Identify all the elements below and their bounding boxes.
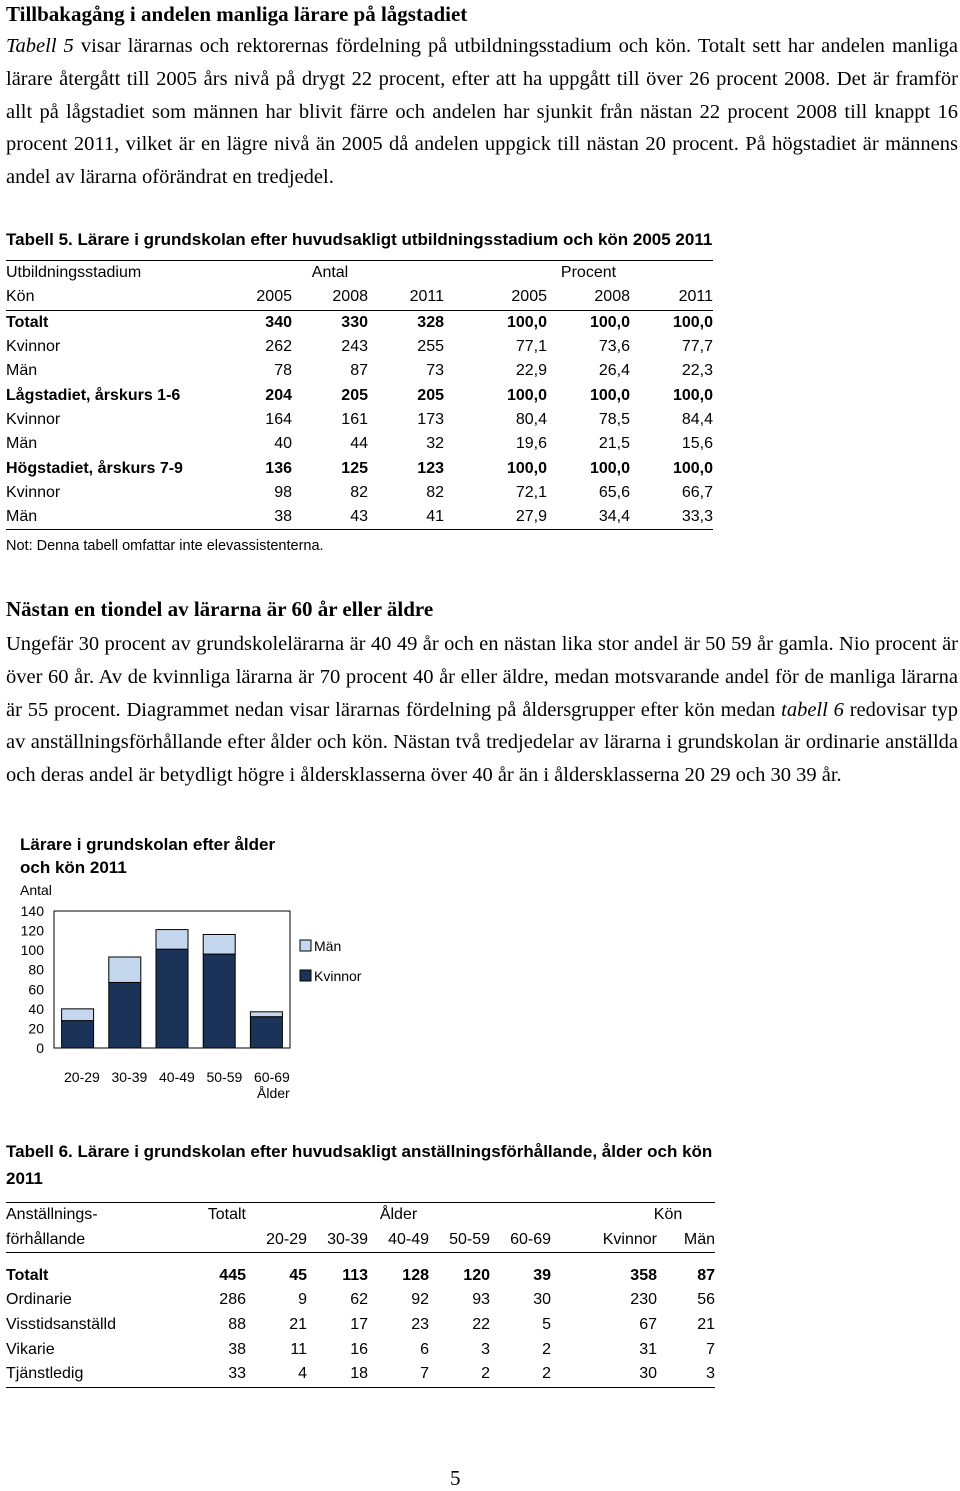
table-cell: 15,6 [681, 435, 713, 453]
table-row-label: Totalt [6, 1266, 49, 1284]
table-row [6, 408, 713, 432]
table-cell: 23 [411, 1316, 429, 1334]
legend-swatch [300, 940, 311, 951]
y-tick-label: 140 [20, 903, 44, 919]
table-cell: 161 [341, 410, 368, 428]
table-cell: 173 [417, 410, 444, 428]
table-row-label: Kvinnor [6, 483, 61, 501]
table-cell: 100,0 [589, 459, 630, 477]
table-row [6, 383, 713, 407]
table6-header-kon: Kön [551, 1203, 715, 1228]
table-cell: 98 [274, 483, 292, 501]
table6-header-age: 20-29 [246, 1228, 307, 1253]
table-cell: 21 [289, 1316, 307, 1334]
table-cell: 3 [481, 1340, 490, 1358]
table-cell: 39 [533, 1266, 551, 1284]
table6-header-age: 30-39 [307, 1228, 368, 1253]
table-cell: 30 [551, 1362, 657, 1387]
table-cell: 93 [472, 1291, 490, 1309]
table6-header-age: 60-69 [490, 1228, 551, 1253]
table-cell: 2 [429, 1362, 490, 1387]
table-cell: 19,6 [515, 435, 547, 453]
table-row-label: Lågstadiet, årskurs 1-6 [6, 386, 181, 404]
table-cell: 7 [706, 1340, 715, 1358]
table-row [6, 1362, 715, 1387]
y-tick-label: 120 [20, 922, 44, 939]
table-cell: 358 [630, 1266, 657, 1284]
table-cell: 445 [219, 1266, 246, 1284]
table-cell: 22 [472, 1316, 490, 1334]
table5-header-row-2 [6, 285, 713, 310]
table-cell: 65,6 [598, 483, 630, 501]
table-cell: 100,0 [672, 313, 713, 331]
table5 [6, 260, 713, 530]
table-row-label: Kvinnor [6, 410, 61, 428]
table-cell: 44 [350, 435, 368, 453]
table-cell: 100,0 [589, 313, 630, 331]
table-cell: 22,9 [515, 362, 547, 380]
table-cell: 32 [426, 435, 444, 453]
table5-header-stage: Utbildningsstadium [6, 261, 216, 286]
table-row-label: Högstadiet, årskurs 7-9 [6, 459, 183, 477]
table-row-label: Tjänstledig [6, 1362, 186, 1387]
table-cell: 21 [697, 1316, 715, 1334]
table-row-label: Kvinnor [6, 338, 61, 356]
table5-header-antal: Antal [216, 261, 444, 286]
bar-kvinnor-60-69 [250, 1017, 282, 1048]
table-cell: 34,4 [547, 505, 630, 530]
table-reference: Tabell 5 [6, 35, 74, 57]
table-cell: 45 [289, 1266, 307, 1284]
table-cell: 82 [350, 483, 368, 501]
table-cell: 26,4 [598, 362, 630, 380]
table-cell: 87 [697, 1266, 715, 1284]
table-cell: 128 [402, 1266, 429, 1284]
table-cell: 2 [490, 1362, 551, 1387]
table5-header-year: 2005 [464, 285, 547, 310]
table-row [6, 1337, 715, 1362]
table-cell: 2 [542, 1340, 551, 1358]
table-row [6, 335, 713, 359]
table-cell: 286 [219, 1291, 246, 1309]
x-tick-label: 40-49 [159, 1069, 195, 1085]
table-cell: 17 [350, 1316, 368, 1334]
y-axis-label: Antal [20, 882, 52, 898]
table-cell: 21,5 [598, 435, 630, 453]
table-cell: 77,7 [681, 338, 713, 356]
bar-mn-20-29 [62, 1009, 94, 1021]
bar-kvinnor-50-59 [203, 954, 235, 1048]
table5-header-year: 2008 [547, 285, 630, 310]
x-tick-label: 60-69 [254, 1069, 290, 1085]
table-cell: 205 [341, 386, 368, 404]
y-tick-label: 60 [28, 981, 44, 998]
table-cell: 72,1 [515, 483, 547, 501]
table-cell: 125 [341, 459, 368, 477]
bar-kvinnor-20-29 [62, 1021, 94, 1048]
table-cell: 136 [265, 459, 292, 477]
y-tick-label: 100 [20, 942, 44, 959]
table-row-label: Män [6, 505, 216, 530]
table-cell: 11 [290, 1340, 307, 1358]
table6-caption: Tabell 6. Lärare i grundskolan efter huvudsakligt anställningsförhållande, ålder och kön 2011 [6, 1142, 713, 1188]
x-tick-label: 30-39 [111, 1069, 148, 1085]
table-cell: 100,0 [672, 386, 713, 404]
table-cell: 100,0 [506, 313, 547, 331]
table-cell: 7 [368, 1362, 429, 1387]
table-cell: 328 [417, 313, 444, 331]
table-cell: 56 [697, 1291, 715, 1309]
page-number: 5 [450, 1466, 461, 1490]
table-cell: 77,1 [515, 338, 547, 356]
bar-mn-30-39 [109, 957, 141, 982]
table-cell: 73 [426, 362, 444, 380]
table6-header-alder: Ålder [246, 1203, 551, 1228]
table-cell: 41 [368, 505, 444, 530]
table5-header-row-1 [6, 261, 713, 286]
table-cell: 16 [350, 1340, 368, 1358]
table-cell: 205 [417, 386, 444, 404]
table5-header-year: 2008 [292, 285, 368, 310]
table-cell: 80,4 [515, 410, 547, 428]
table5-note: Not: Denna tabell omfattar inte elevassistenterna. [6, 538, 324, 554]
section-paragraph-male-teachers [6, 30, 958, 194]
chart-title: Lärare i grundskolan efter ålder och kön 2011 [20, 835, 276, 877]
table-cell: 78 [274, 362, 292, 380]
table-cell: 4 [246, 1362, 307, 1387]
table6-header-row-1 [6, 1203, 715, 1228]
table-cell: 262 [265, 338, 292, 356]
table5-header-year: 2005 [216, 285, 292, 310]
table-row-label: Vikarie [6, 1340, 55, 1358]
y-tick-label: 20 [28, 1020, 44, 1037]
table-cell: 340 [265, 313, 292, 331]
table-cell: 164 [265, 410, 292, 428]
table-reference: tabell 6 [781, 698, 844, 721]
table6-header-employment: Anställnings- [6, 1203, 186, 1228]
table-cell: 30 [533, 1291, 551, 1309]
table-cell: 43 [292, 505, 368, 530]
table-cell: 100,0 [672, 459, 713, 477]
table-cell: 73,6 [598, 338, 630, 356]
age-gender-bar-chart [0, 878, 420, 1103]
table6-header-age: 50-59 [429, 1228, 490, 1253]
table-cell: 230 [630, 1291, 657, 1309]
bar-mn-60-69 [250, 1012, 282, 1017]
table-cell: 92 [411, 1291, 429, 1309]
y-tick-label: 40 [28, 1000, 44, 1017]
table-row [6, 432, 713, 456]
table5-caption: Tabell 5. Lärare i grundskolan efter huvudsakligt utbildningsstadium och kön 2005 2011 [6, 230, 713, 249]
table6-header-totalt: Totalt [186, 1203, 246, 1228]
legend-swatch [300, 970, 311, 981]
table-cell: 62 [350, 1291, 368, 1309]
table-cell: 67 [639, 1316, 657, 1334]
paragraph-text: visar lärarnas och rektorernas fördelning på utbildningsstadium och kön. Totalt sett har andelen manliga lärare återgått till 2005 års nivå på drygt 22 procent, efter att ha uppgått till över 26 procent 2008. Det är framför allt på lågstadiet som männen har blivit färre och andelen har sjunkit från nästan 22 procent 2008 till knappt 16 procent 2011, vilket är en lägre nivå än 2005 då andelen uppgick till nästan 20 procent. På högstadiet är männens andel av lärarna oförändrat en tredjedel. [6, 35, 958, 189]
legend-label: Män [314, 938, 342, 954]
table6-header-kvinnor: Kvinnor [551, 1228, 657, 1253]
table-cell: 100,0 [506, 459, 547, 477]
bar-mn-50-59 [203, 934, 235, 954]
table-cell: 40 [274, 435, 292, 453]
table-row [6, 456, 713, 480]
table-cell: 243 [341, 338, 368, 356]
table-cell: 78,5 [598, 410, 630, 428]
paragraph-text: Ungefär 30 procent av grundskolelärarna är 40 49 år och en nästan lika stor andel är 50 59 år gamla. Nio procent är över 60 år. Av de kvinnliga lärarna är 70 procent 40 år eller äldre, medan motsvarande andel för de manliga lärarna är 55 procent. Diagrammet nedan visar lärarnas fördelning på åldersgrupper efter kön medan [6, 633, 958, 721]
x-axis-label: Ålder [257, 1085, 290, 1101]
y-tick-label: 0 [36, 1040, 44, 1056]
y-tick-label: 80 [28, 961, 44, 978]
table-cell: 113 [342, 1266, 368, 1284]
table-cell: 6 [420, 1340, 429, 1358]
table-cell: 255 [417, 338, 444, 356]
table-cell: 31 [639, 1340, 657, 1358]
table-cell: 18 [307, 1362, 368, 1387]
table-cell: 3 [657, 1362, 715, 1387]
table-row-label: Ordinarie [6, 1291, 72, 1309]
table-cell: 123 [417, 459, 444, 477]
table-row [6, 1288, 715, 1313]
table-cell: 88 [228, 1316, 246, 1334]
table6-body [6, 1263, 715, 1387]
table-cell: 100,0 [506, 386, 547, 404]
table-cell: 82 [426, 483, 444, 501]
table-cell: 27,9 [464, 505, 547, 530]
x-tick-label: 20-29 [64, 1069, 100, 1085]
table6-header-age: 40-49 [368, 1228, 429, 1253]
table-cell: 120 [463, 1266, 490, 1284]
table-row-label: Män [6, 362, 38, 380]
table-cell: 87 [350, 362, 368, 380]
table-row-label: Män [6, 435, 38, 453]
bar-mn-40-49 [156, 930, 188, 950]
x-tick-label: 50-59 [206, 1069, 243, 1085]
table-row-label: Totalt [6, 313, 49, 331]
bar-kvinnor-30-39 [109, 982, 141, 1048]
table6 [6, 1202, 715, 1388]
section-heading-male-teachers: Tillbakagång i andelen manliga lärare på lågstadiet [6, 2, 468, 26]
table-cell: 9 [298, 1291, 307, 1309]
paragraph-text: redovisar typ av anställningsförhållande efter ålder och kön. Nästan två tredjedelar av lärarna i grundskolan är ordinarie anställda och deras andel är betydligt högre i åldersklasserna över 40 år än i åldersklasserna 20 29 och 30 39 år. [6, 698, 958, 787]
table5-header-year: 2011 [368, 285, 444, 310]
table5-header-kon: Kön [6, 285, 216, 310]
table-row [6, 1313, 715, 1338]
table-row [6, 1263, 715, 1288]
table-cell: 330 [341, 313, 368, 331]
table-cell: 33 [186, 1362, 246, 1387]
table6-header-row-2 [6, 1228, 715, 1253]
table-row [6, 310, 713, 335]
table-cell: 84,4 [681, 410, 713, 428]
table-row-label: Visstidsanställd [6, 1316, 116, 1334]
table-row [6, 481, 713, 505]
table-cell: 204 [265, 386, 292, 404]
table6-header-man: Män [657, 1228, 715, 1253]
legend-label: Kvinnor [314, 968, 362, 984]
section-heading-age: Nästan en tiondel av lärarna är 60 år eller äldre [6, 597, 434, 621]
bar-kvinnor-40-49 [156, 949, 188, 1048]
table-cell: 66,7 [681, 483, 713, 501]
table-cell: 100,0 [589, 386, 630, 404]
section-paragraph-age [6, 628, 958, 792]
table-cell: 5 [542, 1316, 551, 1334]
table5-header-procent: Procent [464, 261, 713, 286]
table5-body [6, 310, 713, 530]
table-cell: 38 [228, 1340, 246, 1358]
table-row [6, 505, 713, 530]
table-row [6, 359, 713, 383]
table6-header-forhallande: förhållande [6, 1228, 186, 1253]
table-cell: 33,3 [630, 505, 713, 530]
table5-header-year: 2011 [630, 285, 713, 310]
table-cell: 22,3 [681, 362, 713, 380]
table-cell: 38 [216, 505, 292, 530]
